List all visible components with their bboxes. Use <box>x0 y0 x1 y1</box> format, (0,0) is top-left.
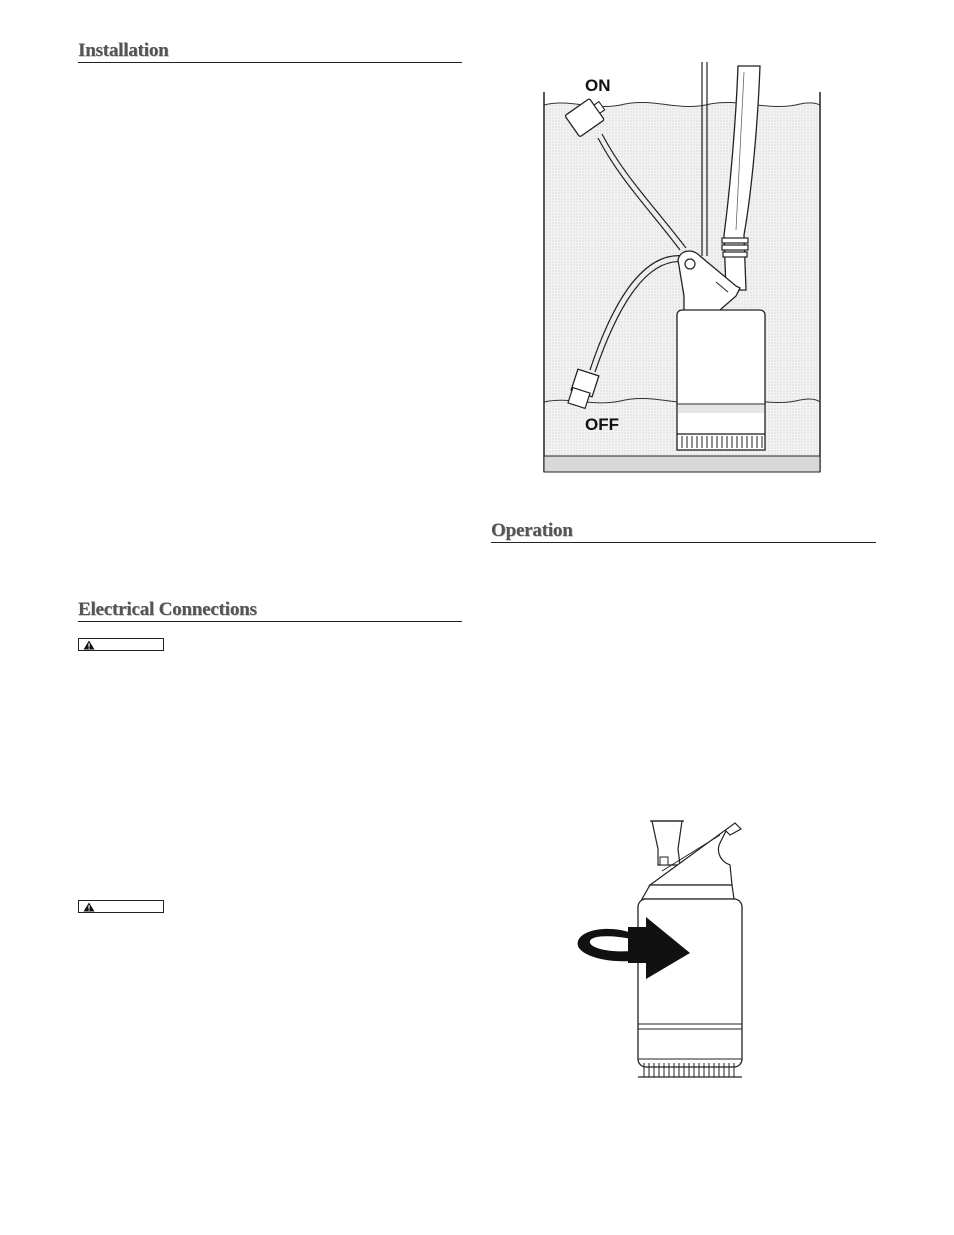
warning-triangle-icon <box>83 902 95 912</box>
tank-floor <box>544 456 820 472</box>
on-label: ON <box>585 76 611 95</box>
off-label: OFF <box>585 415 619 434</box>
pump-body <box>677 310 765 438</box>
warning-label-box <box>78 638 164 651</box>
float-switch-diagram <box>540 60 825 480</box>
electrical-connections-rule <box>78 621 462 622</box>
operation-rule <box>491 542 876 543</box>
warning-label-box <box>78 900 164 913</box>
electrical-connections-heading: Electrical Connections <box>78 599 257 620</box>
pump-rotation-diagram <box>570 815 755 1085</box>
installation-heading: Installation <box>78 40 169 61</box>
installation-rule <box>78 62 462 63</box>
warning-triangle-icon <box>83 640 95 650</box>
operation-heading: Operation <box>491 520 573 541</box>
